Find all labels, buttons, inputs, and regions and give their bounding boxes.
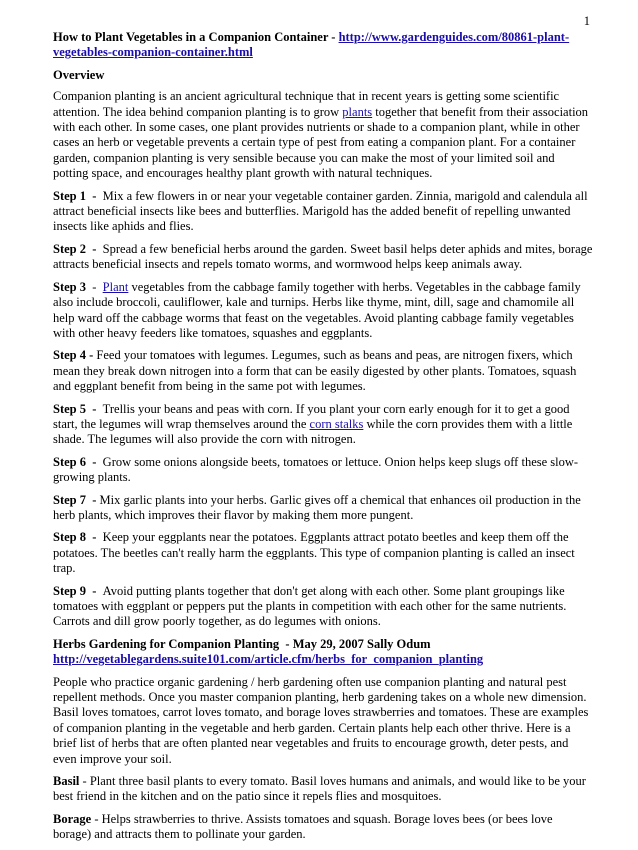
- step-label: Step 8: [53, 530, 86, 545]
- step-separator: -: [86, 348, 97, 363]
- herb-basil: [53, 774, 593, 805]
- herb-name: Borage: [53, 811, 92, 826]
- title-separator: -: [328, 30, 339, 44]
- step-text: Keep your eggplants near the potatoes. Eggplants attract potato beetles and keep them off the potatoes. The beetles can't really harm the eggplants. This type of companion planting is called an insect trap.: [53, 530, 575, 576]
- overview-paragraph: [53, 89, 593, 181]
- step-text-after: while the corn provides them with a little shade. The legumes will also provide the corn with nitrogen.: [53, 416, 573, 447]
- herbs-source-link[interactable]: http://vegetablegardens.suite101.com/article.cfm/herbs_for_companion_planting: [53, 652, 484, 667]
- step-label: Step 6: [53, 454, 86, 469]
- article-title: [53, 30, 593, 61]
- step-4: [53, 348, 593, 394]
- article-title-text: How to Plant Vegetables in a Companion Container: [53, 30, 329, 44]
- step-label: Step 5: [53, 401, 86, 416]
- step-text: Feed your tomatoes with legumes. Legumes, such as beans and peas, are nitrogen fixers, which mean they break down nitrogen into a form that can be easily digested by other plants. Tomatoes, squash and eggplant benefit from being in the same pot with legumes.: [53, 348, 577, 394]
- step-text: Spread a few beneficial herbs around the garden. Sweet basil helps deter aphids and mites, borage attracts beneficial insects and repels tomato worms, and wormwood helps keep animals away.: [53, 241, 593, 272]
- step-label: Step 1: [53, 188, 86, 203]
- step-8: [53, 530, 593, 576]
- herb-separator: -: [91, 811, 102, 826]
- herbs-heading-text: Herbs Gardening for Companion Planting - May 29, 2007 Sally Odum: [53, 636, 431, 651]
- step-9: [53, 584, 593, 630]
- herbs-intro-paragraph: People who practice organic gardening / herb gardening often use companion planting and natural pest repellent methods. Once you master companion planting, herb gardening takes on a whole new dimension. Basil loves tomatoes, carrot loves tomato, and borage loves strawberries and tomatoes. These are examples of companion planting in the vegetable and herb garden. Certain plants help each other thrive. Here is a brief list of herbs that are often planted near vegetables and fruits to encourage growth, deter pests, and even improve your soil.: [53, 674, 589, 766]
- step-label: Step 4: [53, 348, 86, 363]
- step-label: Step 2: [53, 241, 86, 256]
- step-separator: -: [86, 401, 103, 416]
- step-label: Step 7: [53, 492, 86, 507]
- step-text: Mix a few flowers in or near your vegetable container garden. Zinnia, marigold and calendula all attract beneficial insects like bees and butterflies. Marigold has the added benefit of repelling unwanted insects like aphids and flies.: [53, 188, 588, 234]
- step-separator: -: [86, 279, 103, 294]
- herb-borage: [53, 812, 593, 843]
- plant-link[interactable]: Plant: [102, 279, 129, 294]
- step-label: Step 9: [53, 583, 86, 598]
- plants-link[interactable]: plants: [342, 104, 373, 119]
- step-2: [53, 242, 593, 273]
- overview-heading: Overview: [53, 67, 105, 82]
- step-separator: -: [86, 530, 103, 545]
- step-separator: -: [86, 492, 100, 507]
- article-source-link[interactable]: http://www.gardenguides.com/80861-plant-vegetables-companion-container.html: [53, 30, 570, 60]
- page-number: 1: [583, 14, 590, 28]
- overview-text-2: together that benefit from their association with each other. In some cases, one plant provides nutrients or shade to a companion plant, while in other cases an herb or vegetable prevents a certain type of pest from eating a companion plant. For a container garden, companion planting is very sensible because you can make the most of your limited soil and potting space, and encourages healthy plant growth with natural techniques.: [53, 104, 589, 181]
- step-separator: -: [86, 241, 103, 256]
- overview-text-1: Companion planting is an ancient agricultural technique that in recent years is getting some scientific attention. The idea behind companion planting is to grow: [53, 89, 560, 119]
- step-1: [53, 189, 593, 235]
- step-text: Mix garlic plants into your herbs. Garlic gives off a chemical that enhances oil production in the herb plants, which improves their flavor by making them more pungent.: [53, 492, 581, 522]
- herb-text: Helps strawberries to thrive. Assists tomatoes and squash. Borage loves bees (or bees love borage) and attracts them to pollinate your garden.: [53, 811, 553, 842]
- step-5: [53, 402, 593, 448]
- herb-separator: -: [79, 774, 90, 789]
- herb-text: Plant three basil plants to every tomato. Basil loves humans and animals, and would like to be your best friend in the kitchen and on the patio since it repels flies and mosquitoes.: [53, 774, 586, 804]
- step-separator: -: [86, 188, 103, 203]
- step-separator: -: [86, 454, 103, 469]
- step-6: [53, 455, 593, 486]
- step-separator: -: [86, 583, 103, 598]
- herb-name: Basil: [53, 774, 80, 789]
- step-text: vegetables from the cabbage family together with herbs. Vegetables in the cabbage family also include broccoli, cauliflower, kale and turnips. Herbs like thyme, mint, dill, sage and chamomile all help ward off the cabbage worms that feast on the vegetables. Avoid planting cabbage family vegetables with other heavy feeders like tomatoes, squashes and eggplants.: [53, 279, 581, 340]
- step-text: Grow some onions alongside beets, tomatoes or lettuce. Onion helps keep slugs off these slow-growing plants.: [53, 454, 579, 485]
- step-text: Trellis your beans and peas with corn. If you plant your corn early enough for it to get a good start, the legumes will wrap themselves around the: [53, 401, 570, 431]
- step-3: [53, 280, 593, 342]
- document-body: [53, 30, 593, 850]
- step-text: Avoid putting plants together that don't get along with each other. Some plant groupings like tomatoes with eggplant or peppers put the plants in competition with each other for the same nutrients. Carrots and dill grow poorly together, as do legumes with onions.: [53, 583, 567, 629]
- corn-stalks-link[interactable]: corn stalks: [309, 416, 364, 431]
- herbs-section-heading: [53, 637, 593, 668]
- step-7: [53, 493, 593, 524]
- step-label: Step 3: [53, 279, 86, 294]
